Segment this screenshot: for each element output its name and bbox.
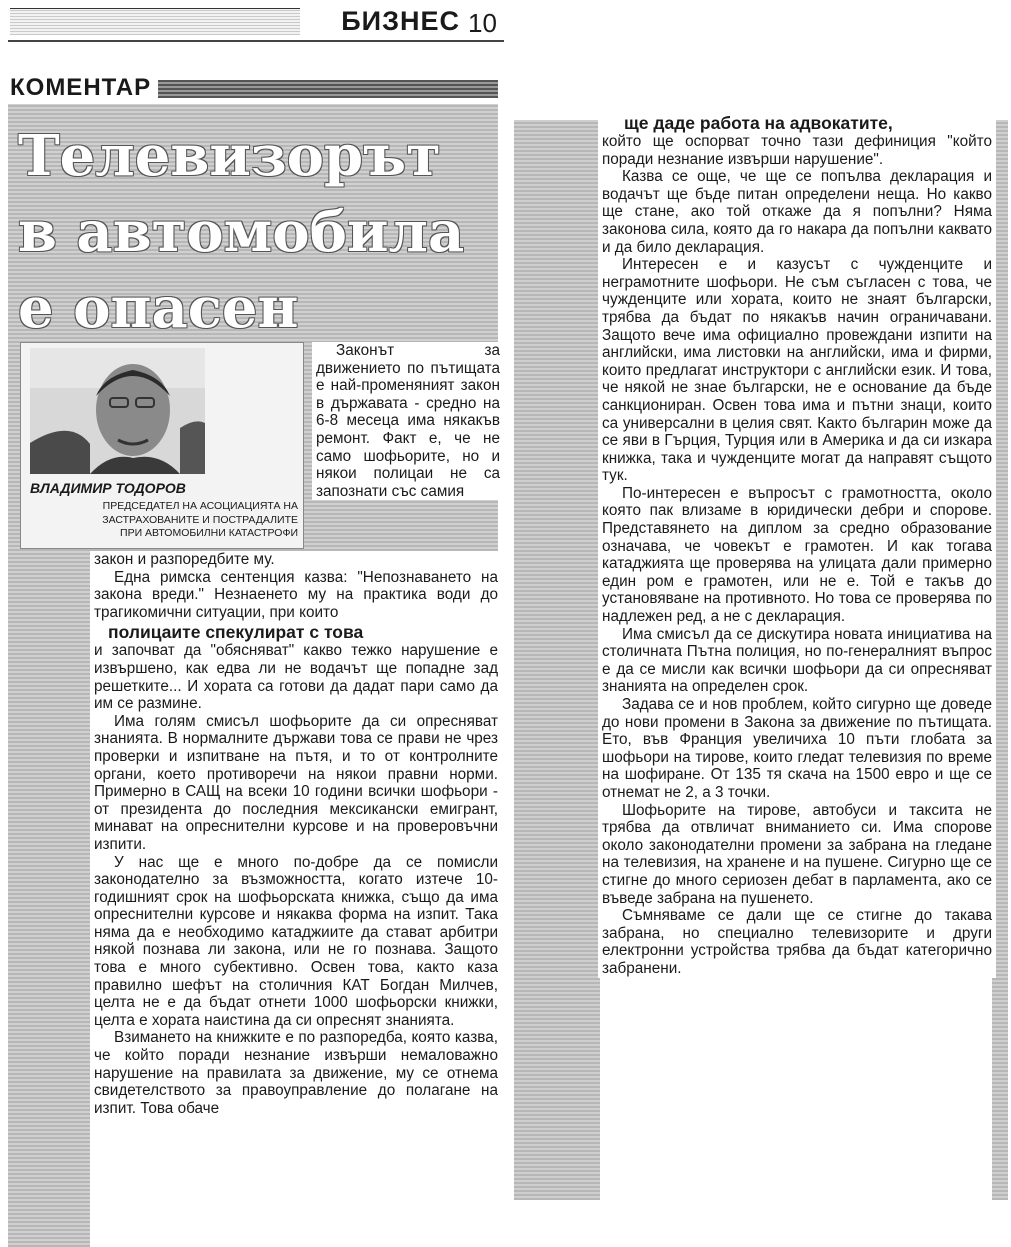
- intro-paragraph: Законът за движението по пътищата е най-променяният закон в държавата - средно на 6-8 месеца има някакъв ремонт. Факт е, че не само шофьорите, но и някои полицаи не са запознати със самия: [316, 342, 500, 500]
- paragraph: Задава се и нов проблем, който сигурно ще доведе до нови промени в Закона за движение по пътищата. Ето, във Франция увеличиха 10 пъти глобата за шофьори на тирове, които гледат телевизия по време на шофиране. От 135 тя скача на 1500 евро и ще се отнемат не 2, а 3 точки.: [602, 696, 992, 801]
- section-label-bar: [158, 80, 498, 98]
- paragraph: У нас ще е много по-добре да се помисли законодателно за възможността, когато изтече 10-годишният срок на шофьорската книжка, също да има опреснителни курсове и някаква форма на изпит. Така няма да е необходимо катаджиите да стават арбитри някой познава ли закона, или не го познава. Защото това е много субективно. Освен това, както каза правилно шефът на столичния КАТ Богдан Милчев, целта не е да бъдат отнети 1000 шофьорски книжки, целта е хората наистина да си опреснят знанията.: [94, 853, 498, 1029]
- headline-line-1: Телевизорът: [18, 123, 441, 189]
- headline-line-3: е опасен: [18, 275, 299, 341]
- author-title-line-3: ПРИ АВТОМОБИЛНИ КАТАСТРОФИ: [120, 527, 298, 539]
- headline: [18, 118, 498, 346]
- paragraph: Шофьорите на тирове, автобуси и таксита не трябва да отвличат вниманието си. Има спорове около законодателни промени за забрана на гледане на телевизия, на хранене и на пушене. Сигурно ще се стигне до много сериозен дебат в парламента, ако се въведе забрана на пушенето.: [602, 801, 992, 907]
- right-text-column: [598, 112, 996, 978]
- right-panel-texture-left: [514, 120, 600, 1200]
- author-title-line-2: ЗАСТРАХОВАНИТЕ И ПОСТРАДАЛИТЕ: [102, 513, 298, 526]
- header-rule: [8, 40, 504, 42]
- header-texture: [10, 8, 300, 35]
- author-title: [30, 500, 298, 541]
- paragraph: Има смисъл да се дискутира новата инициатива на столичната Пътна полиция, но по-генералният въпрос е да се мисли как всички шофьори да си опресняват знанията на определен срок.: [602, 625, 992, 696]
- paragraph: и започват да "обясняват" какво тежко нарушение е извършено, как едва ли не водачът ще попадне зад решетките... И хората са готови да дадат пари само да им се размине.: [94, 642, 498, 713]
- intro-column: [312, 342, 504, 500]
- page-number: 10: [468, 8, 497, 38]
- paragraph: Интересен е и казусът с чужденците и неграмотните шофьори. Не съм съгласен с това, че чужденците или хората, които не знаят български, трябва да бъдат по някакъв начин ограничавани. Защото вече има официално провеждани изпити на английски, има листовки на английски, има и фирми, които предлагат инструктори с английски език. И това, че някой не знае български, не е основание да бъде санкциониран. Освен това има и пътни знаци, които са универсални в целия свят. Както българин може да се яви в Гърция, Турция или в Америка и да си изкара книжка, така и чужденците могат да направят същото тук.: [602, 256, 992, 485]
- subheading: ще даде работа на адвокатите,: [624, 113, 893, 133]
- author-title-line-1: ПРЕДСЕДАТЕЛ НА АСОЦИАЦИЯТА НА: [102, 500, 298, 512]
- section-name: БИЗНЕС: [341, 6, 460, 36]
- left-text-column: [90, 551, 502, 1247]
- section-label: КОМЕНТАР: [10, 74, 152, 101]
- paragraph: Една римска сентенция казва: "Непознаването на закона вреди." Незнаенето му на практика води до трагикомични ситуации, при които: [94, 568, 498, 621]
- author-name: ВЛАДИМИР ТОДОРОВ: [30, 480, 186, 496]
- subheading: полицаите спекулират с това: [108, 622, 364, 643]
- paragraph: Съмняваме се дали ще се стигне до такава забрана, но специално телевизорите и други електронни устройства трябва да бъдат категорично забранени.: [602, 907, 992, 977]
- paragraph: Взимането на книжките е по разпоредба, която казва, че който поради незнание извърши немаловажно нарушение на правилата за движение, му се отнема свидетелството за правоуправление до полагане на изпит. Това обаче: [94, 1029, 498, 1117]
- paragraph: Казва се още, че ще се попълва декларация и водачът ще бъде питан определени неща. Но какво ще стане, ако той откаже да я попълни? Няма законова сила, която да го накара да попълни каквато и да било декларация.: [602, 168, 992, 256]
- intro-continuation: закон и разпоредбите му.: [94, 551, 275, 568]
- paragraph: който ще оспорват точно тази дефиниция "който поради незнание извърши нарушение".: [602, 133, 992, 168]
- author-photo: [30, 348, 205, 474]
- paragraph: По-интересен е въпросът с грамотността, около която пак влизаме в юридически дебри и спорове. Представянето на диплом за средно образование означава, че човекът е грамотен. И как тогава катаджията ще проверява на улицата дали примерно един ром е грамотен, или не е. Той е такъв до установяване на противното. Но това се проверява по надлежен ред, а не с декларация.: [602, 484, 992, 626]
- paragraph: Има голям смисъл шофьорите да си опресняват знанията. В нормалните държави това се прави не чрез проверки и изпитване на пътя, и то от контролните органи, което противоречи на някои правни норми. Примерно в САЩ на всеки 10 години всички шофьори - от президента до последния мексикански емигрант, минават на опреснителни курсове и на проверовъчни изпити.: [94, 712, 498, 853]
- headline-line-2: в автомобила: [18, 199, 465, 265]
